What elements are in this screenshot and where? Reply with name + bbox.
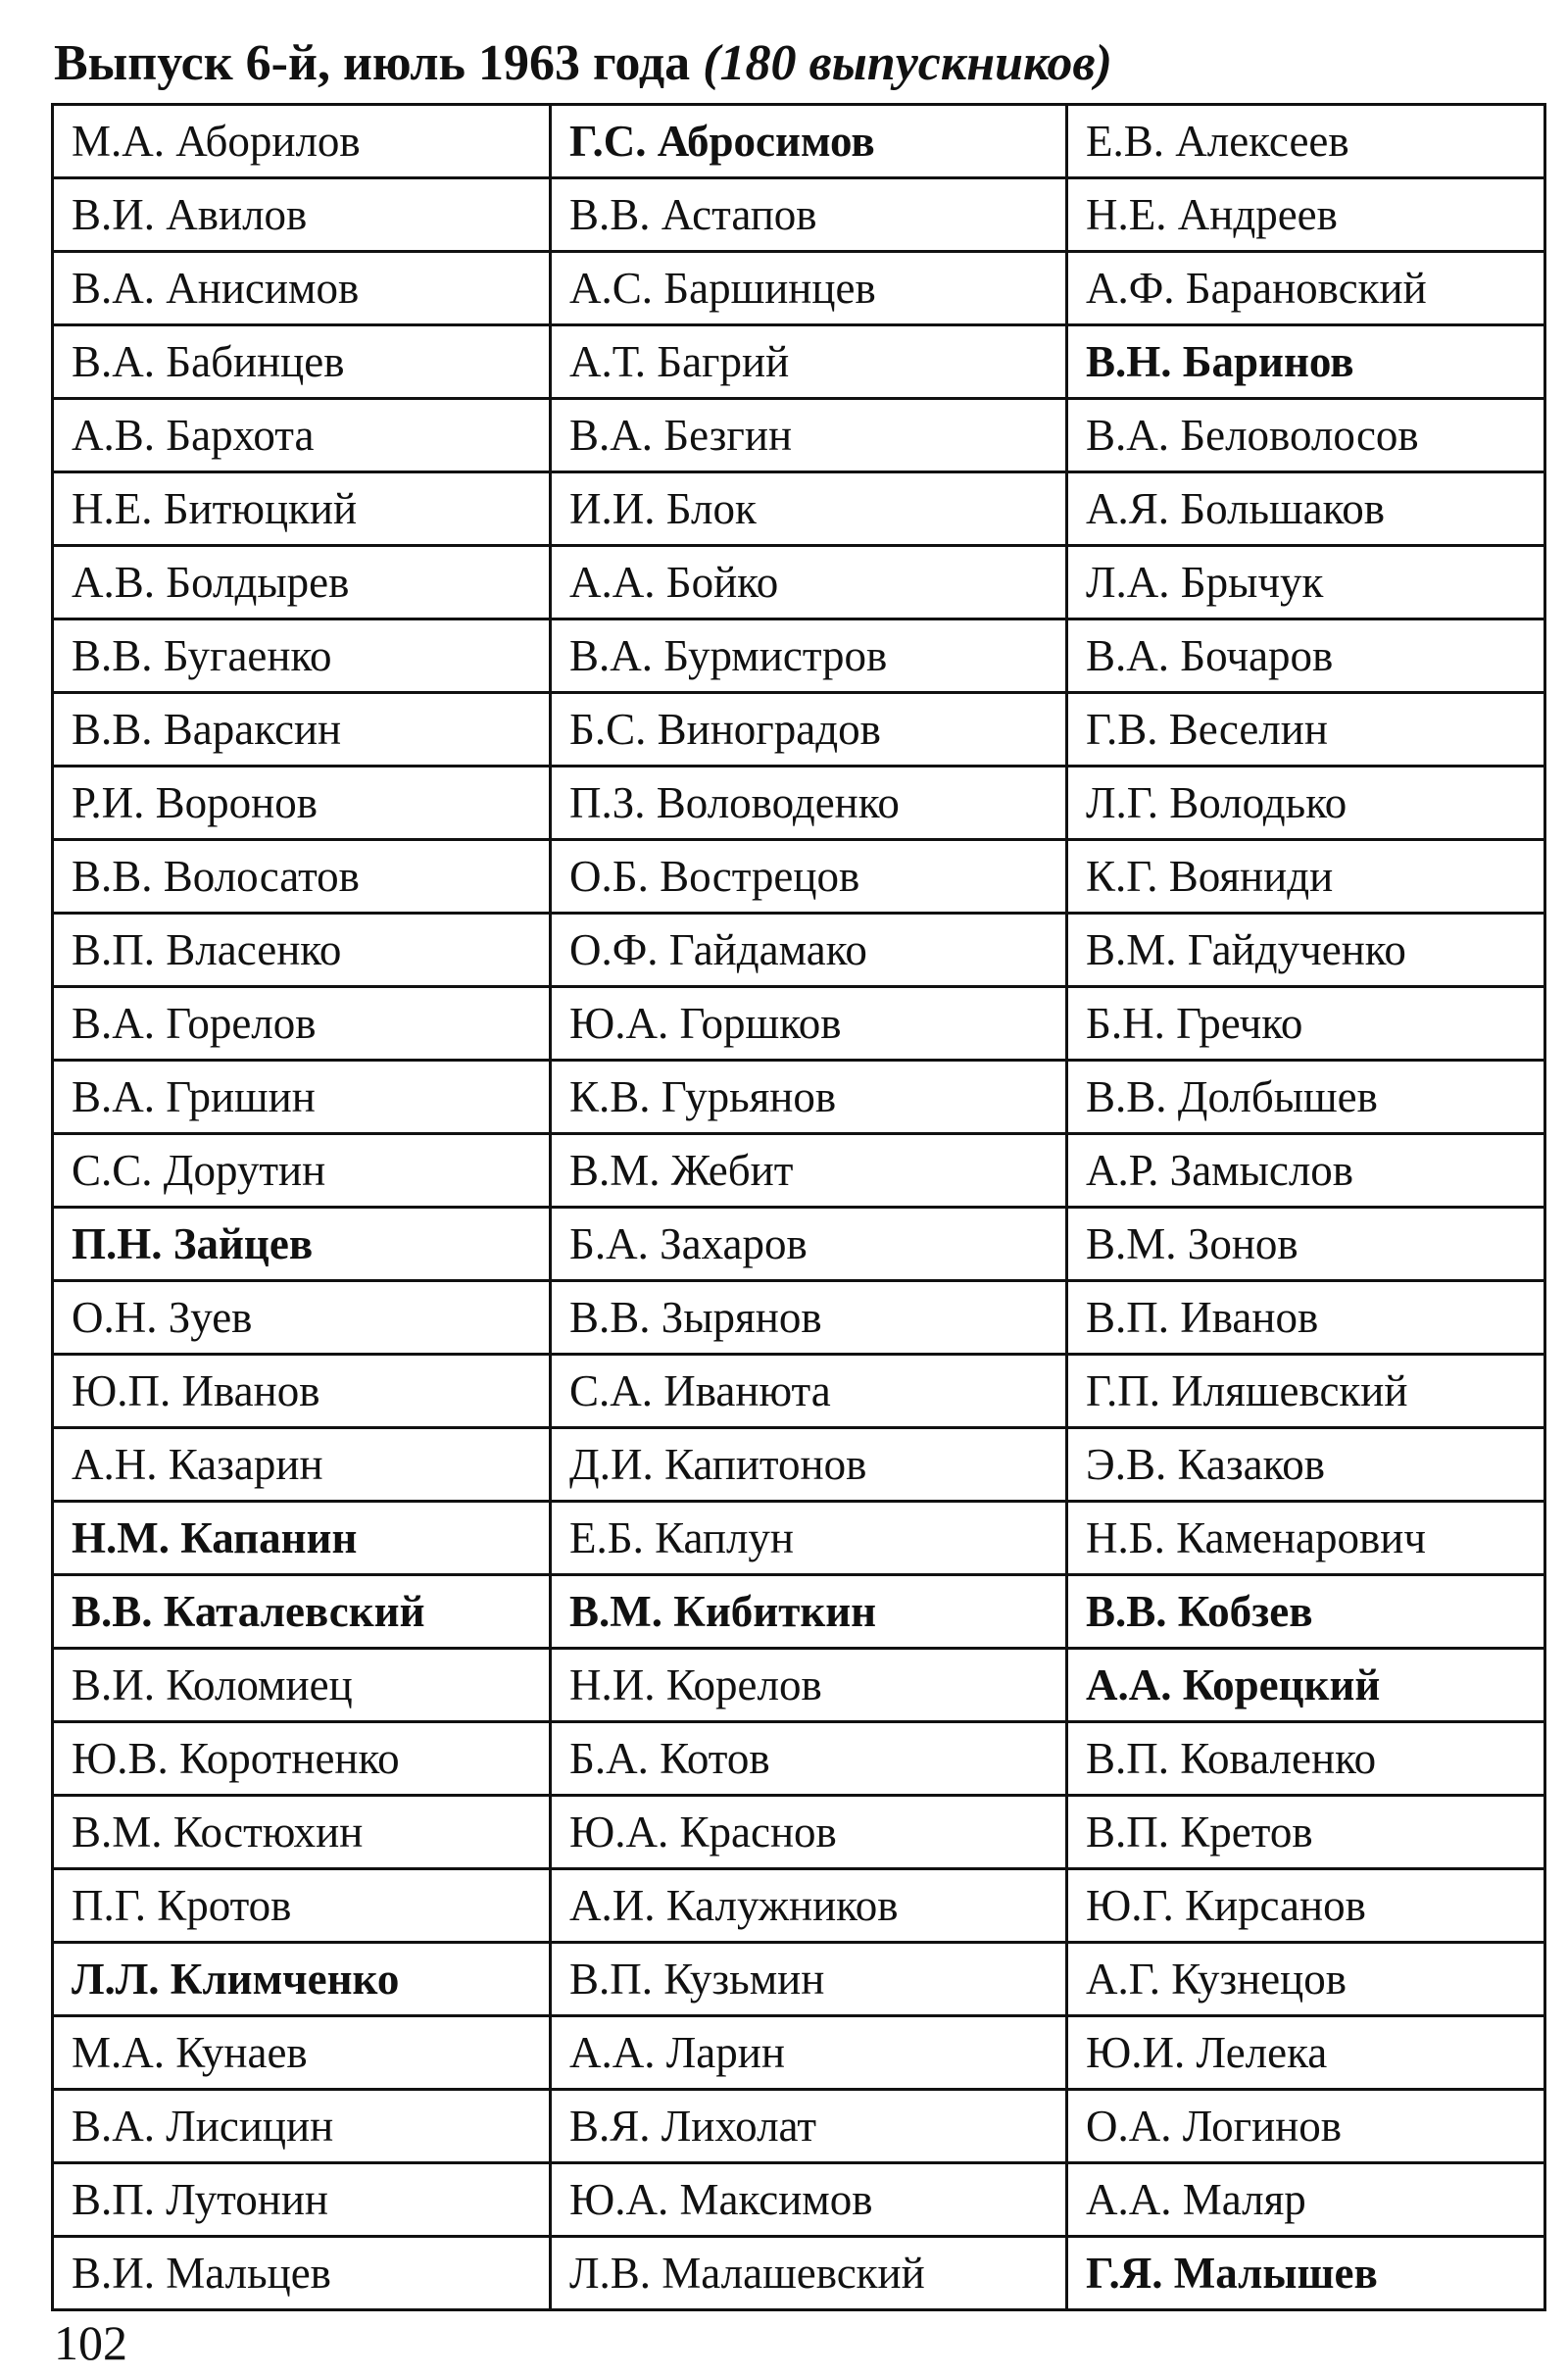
graduate-name-cell: Г.П. Иляшевский [1067, 1355, 1545, 1428]
graduate-name-cell: А.А. Маляр [1067, 2163, 1545, 2237]
graduate-name-cell: В.В. Астапов [551, 178, 1067, 252]
graduate-name-cell: К.В. Гурьянов [551, 1061, 1067, 1134]
graduate-name-cell: В.А. Бабинцев [53, 325, 551, 399]
graduate-name-cell: Л.В. Малашевский [551, 2237, 1067, 2310]
graduate-name-cell: А.А. Ларин [551, 2016, 1067, 2090]
graduate-name-cell: Е.В. Алексеев [1067, 105, 1545, 178]
table-row [53, 472, 1545, 546]
graduate-name-cell: В.П. Кузьмин [551, 1943, 1067, 2016]
graduate-name-cell: А.Н. Казарин [53, 1428, 551, 1502]
graduate-name-cell: П.Н. Зайцев [53, 1208, 551, 1281]
graduate-name-cell: А.Я. Большаков [1067, 472, 1545, 546]
table-row [53, 1502, 1545, 1575]
graduate-name-cell: В.И. Коломиец [53, 1649, 551, 1722]
graduate-name-cell: Н.Е. Андреев [1067, 178, 1545, 252]
graduate-name-cell: А.А. Бойко [551, 546, 1067, 619]
graduate-name-cell: В.А. Анисимов [53, 252, 551, 325]
graduate-name-cell: А.В. Бархота [53, 399, 551, 472]
graduate-name-cell: В.А. Гришин [53, 1061, 551, 1134]
graduate-name-cell: Ю.И. Лелека [1067, 2016, 1545, 2090]
graduate-name-cell: Л.Л. Климченко [53, 1943, 551, 2016]
graduate-name-cell: В.И. Мальцев [53, 2237, 551, 2310]
graduate-name-cell: В.А. Безгин [551, 399, 1067, 472]
graduate-name-cell: В.А. Бурмистров [551, 619, 1067, 693]
graduate-name-cell: В.М. Жебит [551, 1134, 1067, 1208]
graduate-name-cell: М.А. Аборилов [53, 105, 551, 178]
graduate-name-cell: В.В. Волосатов [53, 840, 551, 914]
graduate-name-cell: В.В. Бугаенко [53, 619, 551, 693]
graduate-name-cell: В.П. Власенко [53, 914, 551, 987]
graduate-name-cell: А.С. Баршинцев [551, 252, 1067, 325]
graduate-name-cell: В.В. Кобзев [1067, 1575, 1545, 1649]
graduate-name-cell: Ю.П. Иванов [53, 1355, 551, 1428]
table-row [53, 325, 1545, 399]
graduate-name-cell: А.Ф. Барановский [1067, 252, 1545, 325]
graduate-name-cell: А.Г. Кузнецов [1067, 1943, 1545, 2016]
graduate-name-cell: В.Я. Лихолат [551, 2090, 1067, 2163]
graduate-name-cell: В.Н. Баринов [1067, 325, 1545, 399]
graduate-name-cell: Ю.А. Горшков [551, 987, 1067, 1061]
graduate-name-cell: С.А. Иванюта [551, 1355, 1067, 1428]
table-row [53, 1575, 1545, 1649]
table-row [53, 178, 1545, 252]
graduate-name-cell: И.И. Блок [551, 472, 1067, 546]
graduate-name-cell: Н.М. Капанин [53, 1502, 551, 1575]
title-graduate-count: (180 выпускников) [703, 35, 1112, 91]
graduate-name-cell: В.В. Вараксин [53, 693, 551, 767]
graduate-name-cell: В.А. Бочаров [1067, 619, 1545, 693]
graduate-name-cell: А.В. Болдырев [53, 546, 551, 619]
table-row [53, 767, 1545, 840]
graduate-name-cell: Е.Б. Каплун [551, 1502, 1067, 1575]
graduate-name-cell: О.Б. Вострецов [551, 840, 1067, 914]
graduate-name-cell: Ю.В. Коротненко [53, 1722, 551, 1796]
graduate-name-cell: Ю.Г. Кирсанов [1067, 1869, 1545, 1943]
graduate-name-cell: В.А. Горелов [53, 987, 551, 1061]
table-row [53, 105, 1545, 178]
graduate-name-cell: Г.С. Абросимов [551, 105, 1067, 178]
graduate-name-cell: В.А. Беловолосов [1067, 399, 1545, 472]
graduate-name-cell: О.Ф. Гайдамако [551, 914, 1067, 987]
graduate-name-cell: О.Н. Зуев [53, 1281, 551, 1355]
graduate-name-cell: М.А. Кунаев [53, 2016, 551, 2090]
table-row [53, 1355, 1545, 1428]
table-row [53, 399, 1545, 472]
graduate-name-cell: В.М. Гайдученко [1067, 914, 1545, 987]
table-row [53, 1281, 1545, 1355]
graduate-name-cell: В.П. Лутонин [53, 2163, 551, 2237]
graduate-name-cell: П.Г. Кротов [53, 1869, 551, 1943]
graduate-name-cell: Н.Б. Каменарович [1067, 1502, 1545, 1575]
table-row [53, 1943, 1545, 2016]
graduate-name-cell: Б.Н. Гречко [1067, 987, 1545, 1061]
graduate-name-cell: Б.А. Захаров [551, 1208, 1067, 1281]
graduate-name-cell: В.П. Коваленко [1067, 1722, 1545, 1796]
graduate-name-cell: А.А. Корецкий [1067, 1649, 1545, 1722]
graduate-name-cell: О.А. Логинов [1067, 2090, 1545, 2163]
graduate-name-cell: В.А. Лисицин [53, 2090, 551, 2163]
table-row [53, 1722, 1545, 1796]
graduate-name-cell: В.В. Каталевский [53, 1575, 551, 1649]
table-row [53, 2237, 1545, 2310]
title-main: Выпуск 6-й, июль 1963 года [54, 35, 704, 91]
graduate-name-cell: Л.А. Брычук [1067, 546, 1545, 619]
table-row [53, 1869, 1545, 1943]
table-row [53, 1649, 1545, 1722]
graduate-name-cell: А.Т. Багрий [551, 325, 1067, 399]
graduate-name-cell: Н.Е. Битюцкий [53, 472, 551, 546]
graduate-name-cell: Г.В. Веселин [1067, 693, 1545, 767]
table-row [53, 1061, 1545, 1134]
page-number: 102 [54, 2315, 127, 2370]
table-row [53, 2163, 1545, 2237]
graduate-name-cell: В.П. Иванов [1067, 1281, 1545, 1355]
graduate-name-cell: В.М. Зонов [1067, 1208, 1545, 1281]
graduates-table-body [53, 105, 1545, 2310]
table-row [53, 914, 1545, 987]
graduate-name-cell: Р.И. Воронов [53, 767, 551, 840]
table-row [53, 619, 1545, 693]
table-row [53, 2016, 1545, 2090]
graduate-name-cell: Б.А. Котов [551, 1722, 1067, 1796]
graduate-name-cell: Г.Я. Малышев [1067, 2237, 1545, 2310]
graduate-name-cell: В.М. Костюхин [53, 1796, 551, 1869]
graduate-name-cell: Д.И. Капитонов [551, 1428, 1067, 1502]
table-row [53, 546, 1545, 619]
graduate-name-cell: Э.В. Казаков [1067, 1428, 1545, 1502]
graduate-name-cell: А.Р. Замыслов [1067, 1134, 1545, 1208]
graduate-name-cell: Н.И. Корелов [551, 1649, 1067, 1722]
table-row [53, 1208, 1545, 1281]
table-row [53, 252, 1545, 325]
table-row [53, 987, 1545, 1061]
graduate-name-cell: В.П. Кретов [1067, 1796, 1545, 1869]
graduate-name-cell: В.М. Кибиткин [551, 1575, 1067, 1649]
table-row [53, 1796, 1545, 1869]
graduate-name-cell: С.С. Дорутин [53, 1134, 551, 1208]
table-row [53, 693, 1545, 767]
table-row [53, 2090, 1545, 2163]
graduate-name-cell: П.З. Воловоденко [551, 767, 1067, 840]
graduate-name-cell: Б.С. Виноградов [551, 693, 1067, 767]
graduate-name-cell: Ю.А. Краснов [551, 1796, 1067, 1869]
graduates-table [51, 103, 1546, 2311]
graduate-name-cell: В.В. Долбышев [1067, 1061, 1545, 1134]
graduate-name-cell: Л.Г. Володько [1067, 767, 1545, 840]
graduate-name-cell: А.И. Калужников [551, 1869, 1067, 1943]
table-row [53, 1134, 1545, 1208]
graduate-name-cell: Ю.А. Максимов [551, 2163, 1067, 2237]
graduate-name-cell: К.Г. Вояниди [1067, 840, 1545, 914]
table-row [53, 1428, 1545, 1502]
graduate-name-cell: В.И. Авилов [53, 178, 551, 252]
page-title [54, 29, 1524, 98]
table-row [53, 840, 1545, 914]
graduate-name-cell: В.В. Зырянов [551, 1281, 1067, 1355]
